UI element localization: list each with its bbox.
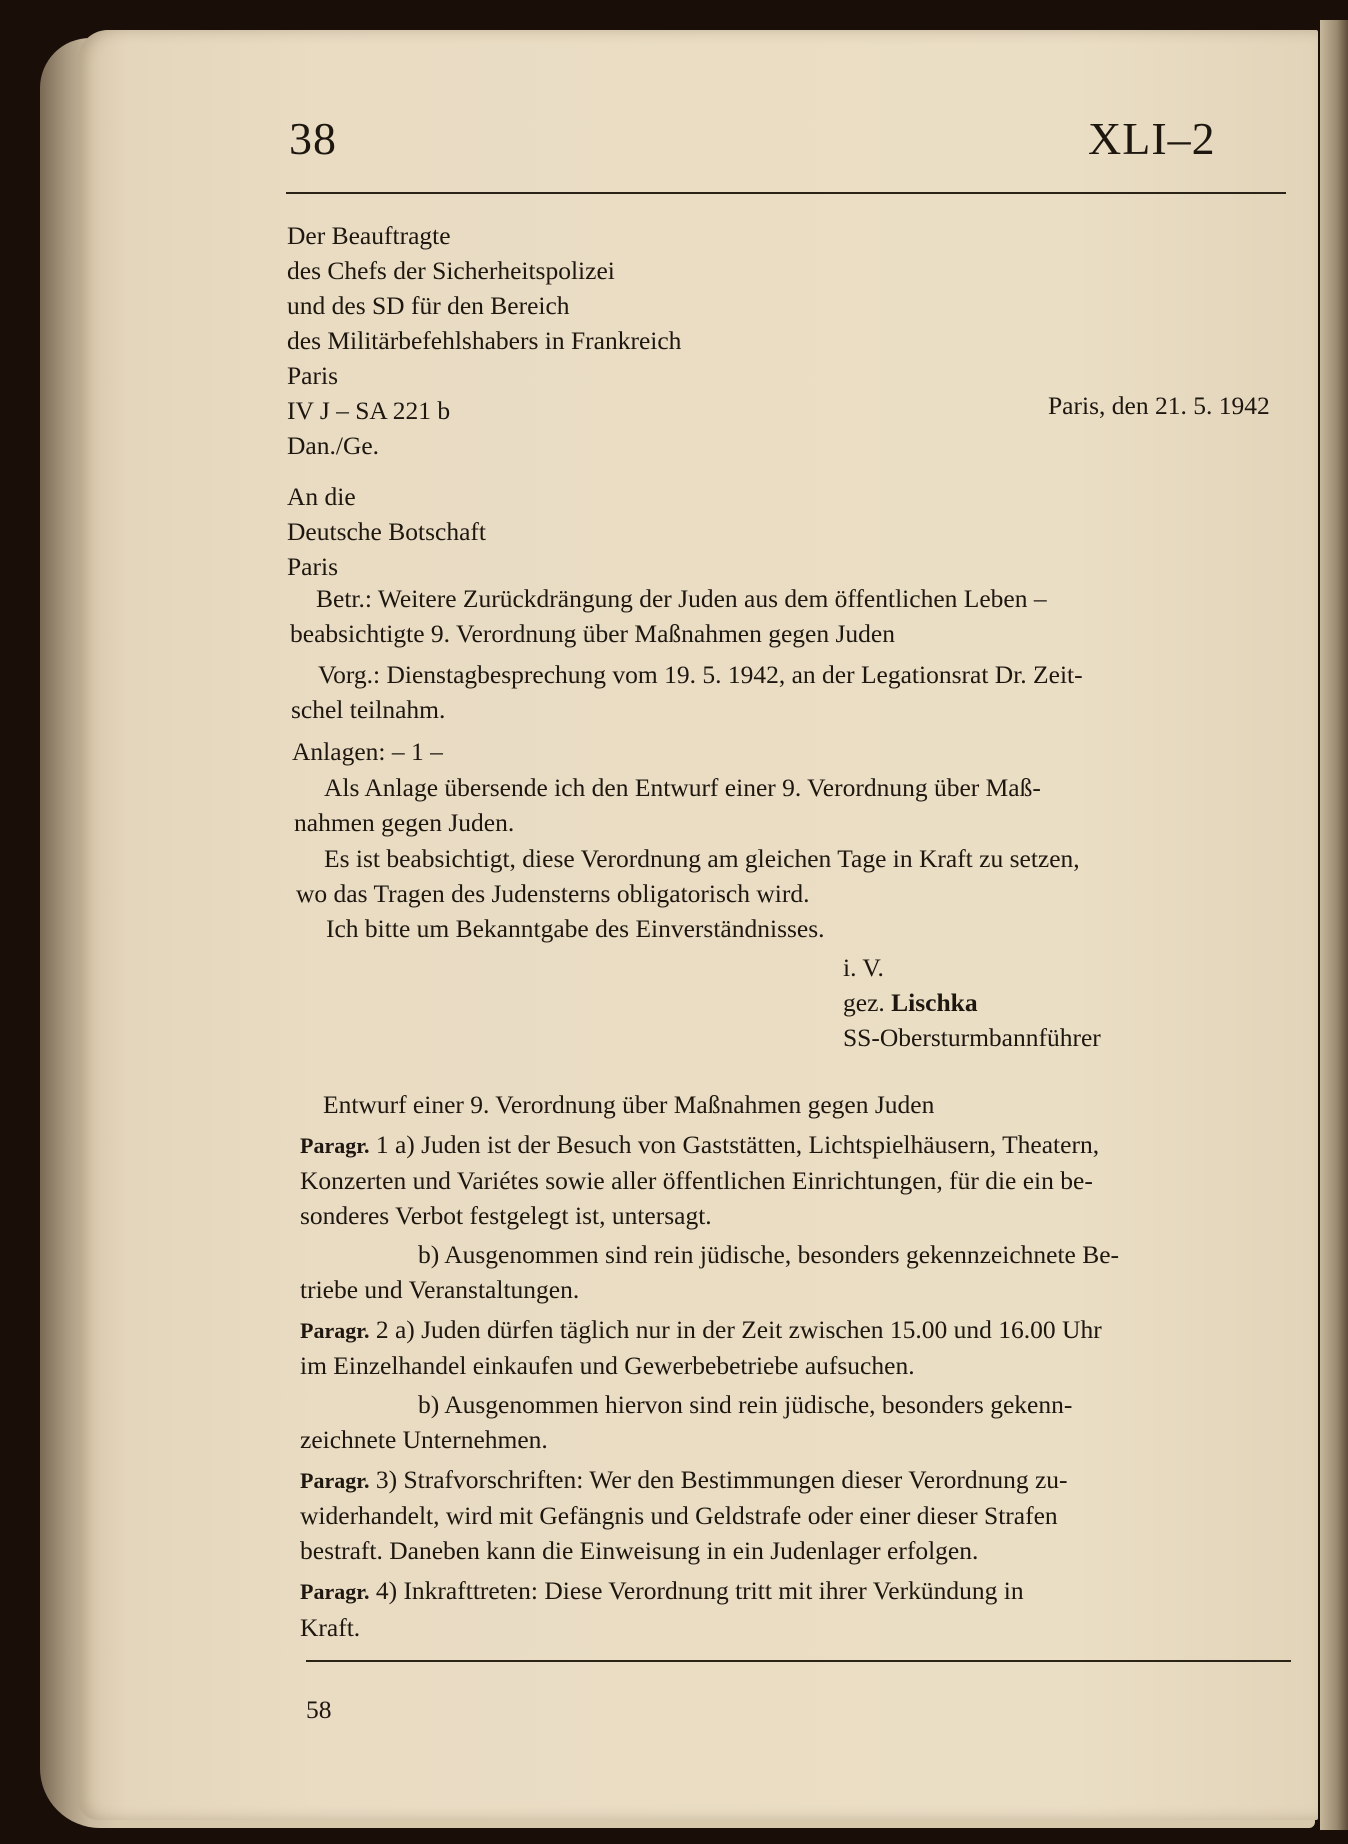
reference-line: schel teilnahm. bbox=[291, 695, 446, 724]
body-line: Ich bitte um Bekanntgabe des Einverständnisses. bbox=[326, 914, 825, 943]
paragraph-label: Paragr. bbox=[300, 1318, 370, 1343]
signature-gez bbox=[843, 985, 978, 1020]
paragraph-text: 1 a) Juden ist der Besuch von Gaststätten, Lichtspielhäusern, Theatern, bbox=[375, 1130, 1100, 1159]
signature-iv: i. V. bbox=[843, 953, 884, 982]
document-id: XLI–2 bbox=[1088, 113, 1216, 164]
footer-rule bbox=[306, 1660, 1291, 1662]
reference-line: Vorg.: Dienstagbesprechung vom 19. 5. 1942, an der Legationsrat Dr. Zeit- bbox=[318, 660, 1083, 689]
draft-line: Konzerten und Variétes sowie aller öffentlichen Einrichtungen, für die ein be- bbox=[300, 1166, 1093, 1195]
subject-line: beabsichtigte 9. Verordnung über Maßnahmen gegen Juden bbox=[290, 619, 895, 648]
draft-line: Kraft. bbox=[300, 1613, 361, 1642]
body-line: nahmen gegen Juden. bbox=[294, 808, 515, 837]
draft-line: sonderes Verbot festgelegt ist, untersagt. bbox=[300, 1201, 712, 1230]
paragraph-label: Paragr. bbox=[300, 1579, 370, 1604]
sender-line: des Militärbefehlshabers in Frankreich bbox=[287, 326, 682, 355]
draft-line bbox=[300, 1127, 1099, 1163]
recipient-line: Paris bbox=[287, 552, 338, 581]
signatory-name: Lischka bbox=[891, 988, 978, 1017]
body-line: Als Anlage übersende ich den Entwurf einer 9. Verordnung über Maß- bbox=[324, 773, 1041, 802]
gez-prefix: gez. bbox=[843, 988, 892, 1017]
draft-line: b) Ausgenommen hiervon sind rein jüdische, besonders gekenn- bbox=[418, 1390, 1073, 1419]
sender-line: Paris bbox=[287, 361, 338, 390]
sender-line: Dan./Ge. bbox=[287, 431, 380, 460]
draft-line: im Einzelhandel einkaufen und Gewerbebetriebe aufsuchen. bbox=[300, 1351, 915, 1380]
draft-line: b) Ausgenommen sind rein jüdische, besonders gekennzeichnete Be- bbox=[418, 1240, 1120, 1269]
draft-title: Entwurf einer 9. Verordnung über Maßnahmen gegen Juden bbox=[323, 1090, 935, 1119]
sender-line: des Chefs der Sicherheitspolizei bbox=[287, 256, 615, 285]
paragraph-text: 2 a) Juden dürfen täglich nur in der Zeit zwischen 15.00 und 16.00 Uhr bbox=[375, 1315, 1102, 1344]
paragraph-label: Paragr. bbox=[300, 1468, 370, 1493]
footer-page-number: 58 bbox=[306, 1695, 332, 1724]
draft-line: zeichnete Unternehmen. bbox=[300, 1425, 548, 1454]
body-line: wo das Tragen des Judensterns obligatorisch wird. bbox=[296, 879, 810, 908]
draft-line bbox=[300, 1462, 1068, 1498]
draft-line: widerhandelt, wird mit Gefängnis und Geldstrafe oder einer dieser Strafen bbox=[300, 1501, 1058, 1530]
binding-edge bbox=[1320, 20, 1348, 1830]
page-number-header: 38 bbox=[289, 113, 337, 164]
draft-line bbox=[300, 1312, 1102, 1348]
recipient-line: Deutsche Botschaft bbox=[287, 517, 486, 546]
paragraph-text: 3) Strafvorschriften: Wer den Bestimmungen dieser Verordnung zu- bbox=[375, 1465, 1068, 1494]
body-line: Es ist beabsichtigt, diese Verordnung am gleichen Tage in Kraft zu setzen, bbox=[324, 844, 1080, 873]
letter-date: Paris, den 21. 5. 1942 bbox=[1048, 391, 1270, 420]
book-page bbox=[78, 30, 1318, 1820]
paragraph-text: 4) Inkrafttreten: Diese Verordnung tritt mit ihrer Verkündung in bbox=[375, 1576, 1024, 1605]
attachments-line: Anlagen: – 1 – bbox=[292, 737, 443, 766]
sender-line: Der Beauftragte bbox=[287, 221, 451, 250]
draft-line: bestraft. Daneben kann die Einweisung in ein Judenlager erfolgen. bbox=[300, 1536, 979, 1565]
recipient-line: An die bbox=[287, 482, 356, 511]
draft-line: triebe und Veranstaltungen. bbox=[300, 1275, 580, 1304]
draft-line bbox=[300, 1573, 1024, 1609]
signatory-rank: SS-Obersturmbannführer bbox=[843, 1023, 1101, 1052]
sender-line: IV J – SA 221 b bbox=[287, 396, 451, 425]
subject-line: Betr.: Weitere Zurückdrängung der Juden aus dem öffentlichen Leben – bbox=[316, 584, 1047, 613]
paragraph-label: Paragr. bbox=[300, 1133, 370, 1158]
sender-line: und des SD für den Bereich bbox=[287, 291, 570, 320]
header-rule bbox=[286, 192, 1286, 194]
